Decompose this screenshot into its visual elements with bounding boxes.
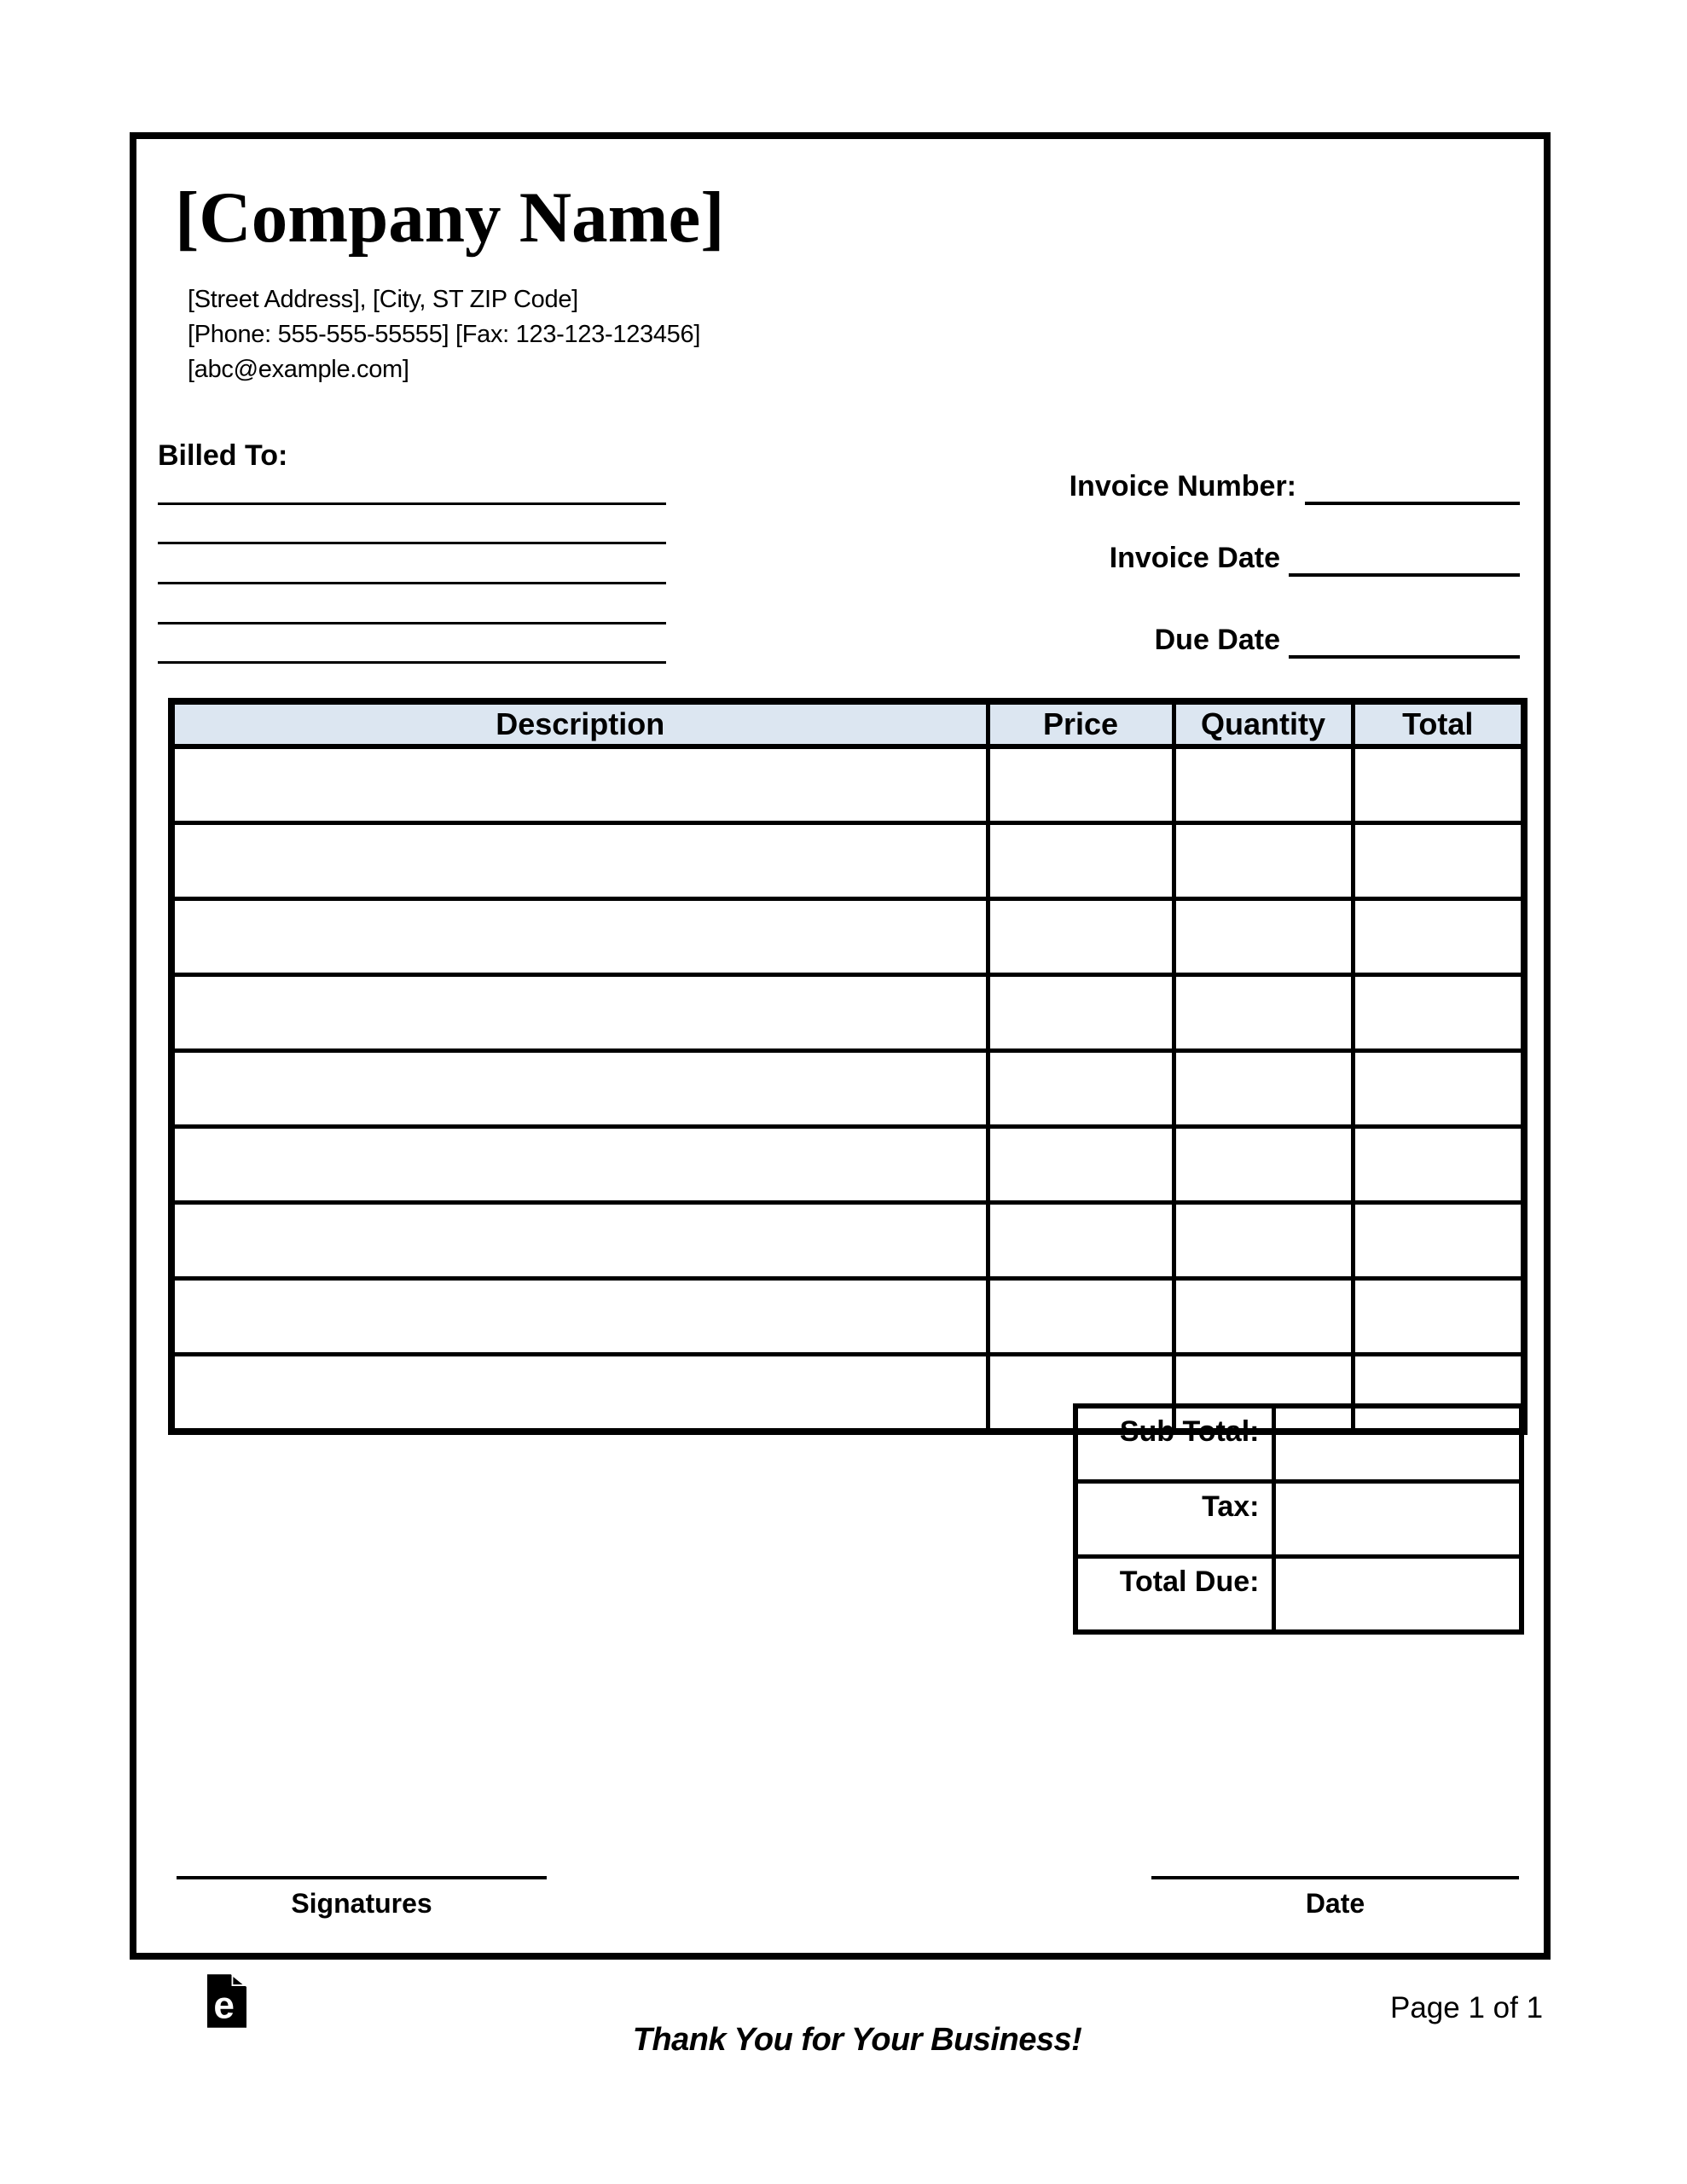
company-address: [188, 282, 700, 387]
invoice-date-label: Invoice Date: [1109, 542, 1280, 574]
item-cell-total[interactable]: [1353, 899, 1524, 975]
item-cell-description[interactable]: [171, 746, 988, 823]
item-row: [171, 975, 1524, 1051]
col-header-quantity: Quantity: [1174, 701, 1353, 746]
items-table: [168, 698, 1528, 1435]
item-row: [171, 746, 1524, 823]
item-cell-quantity[interactable]: [1174, 1051, 1353, 1127]
company-address-line3: [abc@example.com]: [188, 356, 409, 383]
item-cell-quantity[interactable]: [1174, 1203, 1353, 1279]
items-table-body: [171, 746, 1524, 1432]
subtotal-label: Sub Total:: [1075, 1406, 1273, 1482]
item-row: [171, 1203, 1524, 1279]
item-row: [171, 899, 1524, 975]
tax-label: Tax:: [1075, 1482, 1273, 1557]
item-cell-quantity[interactable]: [1174, 899, 1353, 975]
item-cell-price[interactable]: [988, 1203, 1174, 1279]
item-cell-price[interactable]: [988, 1279, 1174, 1355]
item-cell-quantity[interactable]: [1174, 746, 1353, 823]
item-row: [171, 1051, 1524, 1127]
signatures-label: Signatures: [291, 1888, 432, 1919]
item-cell-price[interactable]: [988, 899, 1174, 975]
col-header-total: Total: [1353, 701, 1524, 746]
item-cell-description[interactable]: [171, 899, 988, 975]
invoice-number-field[interactable]: [1305, 464, 1520, 505]
item-cell-price[interactable]: [988, 746, 1174, 823]
item-cell-description[interactable]: [171, 975, 988, 1051]
item-cell-quantity[interactable]: [1174, 1127, 1353, 1203]
summary-row: [1075, 1557, 1522, 1633]
eforms-document-logo-icon: [207, 1973, 246, 2029]
item-cell-description[interactable]: [171, 1279, 988, 1355]
col-header-price: Price: [988, 701, 1174, 746]
company-name: [Company Name]: [175, 177, 725, 258]
billed-to-line[interactable]: [158, 624, 666, 665]
tax-value[interactable]: [1273, 1482, 1522, 1557]
item-cell-total[interactable]: [1353, 1279, 1524, 1355]
billed-to-line[interactable]: [158, 465, 666, 505]
signature-line[interactable]: [177, 1876, 547, 1879]
billed-to-line[interactable]: [158, 505, 666, 545]
item-cell-quantity[interactable]: [1174, 975, 1353, 1051]
invoice-date-row: [1110, 536, 1520, 577]
items-table-header-row: [171, 701, 1524, 746]
subtotal-value[interactable]: [1273, 1406, 1522, 1482]
billed-to-line[interactable]: [158, 584, 666, 624]
due-date-label: Due Date: [1154, 624, 1280, 656]
summary-table: [1073, 1403, 1524, 1635]
company-address-line2: [Phone: 555-555-55555] [Fax: 123-123-123456]: [188, 321, 701, 348]
billed-to-label: Billed To:: [158, 439, 288, 472]
due-date-field[interactable]: [1289, 618, 1520, 659]
item-cell-price[interactable]: [988, 823, 1174, 899]
invoice-number-row: [1070, 464, 1520, 505]
item-cell-description[interactable]: [171, 1051, 988, 1127]
total-due-label: Total Due:: [1075, 1557, 1273, 1633]
item-cell-total[interactable]: [1353, 823, 1524, 899]
due-date-row: [1155, 618, 1520, 659]
page-border: [130, 132, 1551, 1960]
item-cell-quantity[interactable]: [1174, 1279, 1353, 1355]
item-cell-total[interactable]: [1353, 1203, 1524, 1279]
summary-row: [1075, 1406, 1522, 1482]
item-row: [171, 1279, 1524, 1355]
page-indicator: Page 1 of 1: [1390, 1991, 1544, 2024]
item-cell-price[interactable]: [988, 1127, 1174, 1203]
item-cell-description[interactable]: [171, 1355, 988, 1432]
logo-letter: e: [213, 1984, 235, 2027]
item-cell-total[interactable]: [1353, 1051, 1524, 1127]
billed-to-line[interactable]: [158, 544, 666, 584]
total-due-value[interactable]: [1273, 1557, 1522, 1633]
item-cell-total[interactable]: [1353, 1127, 1524, 1203]
item-cell-description[interactable]: [171, 1127, 988, 1203]
item-cell-price[interactable]: [988, 975, 1174, 1051]
item-cell-description[interactable]: [171, 1203, 988, 1279]
thank-you-note: Thank You for Your Business!: [632, 2022, 1082, 2058]
item-cell-total[interactable]: [1353, 975, 1524, 1051]
col-header-description: Description: [171, 701, 988, 746]
invoice-date-field[interactable]: [1289, 536, 1520, 577]
date-line[interactable]: [1151, 1876, 1519, 1879]
item-row: [171, 823, 1524, 899]
item-cell-quantity[interactable]: [1174, 823, 1353, 899]
item-row: [171, 1127, 1524, 1203]
summary-row: [1075, 1482, 1522, 1557]
item-cell-total[interactable]: [1353, 746, 1524, 823]
company-address-line1: [Street Address], [City, ST ZIP Code]: [188, 286, 578, 313]
invoice-number-label: Invoice Number:: [1069, 470, 1296, 502]
billed-to-lines: [158, 465, 666, 664]
item-cell-price[interactable]: [988, 1051, 1174, 1127]
date-label: Date: [1305, 1888, 1365, 1919]
item-cell-description[interactable]: [171, 823, 988, 899]
